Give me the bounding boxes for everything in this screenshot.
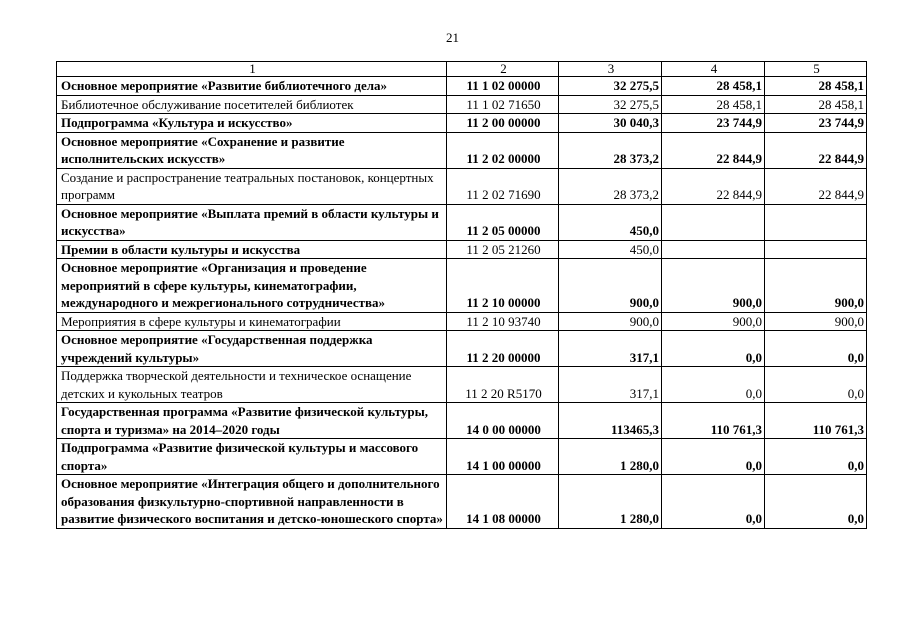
row-code-cell: 11 2 10 93740 bbox=[447, 312, 559, 331]
row-value-col4-cell: 900,0 bbox=[662, 259, 765, 313]
table-row bbox=[57, 475, 867, 529]
row-name-cell: Подпрограмма «Развитие физической культуры и массового спорта» bbox=[57, 439, 447, 475]
table-row bbox=[57, 114, 867, 133]
row-value-col5-cell bbox=[765, 240, 867, 259]
row-value-col5-cell bbox=[765, 204, 867, 240]
table-row bbox=[57, 331, 867, 367]
row-name-cell: Основное мероприятие «Организация и проведение мероприятий в сфере культуры, кинематографии, международного и межрегионального сотрудничества» bbox=[57, 259, 447, 313]
row-value-col5-cell: 900,0 bbox=[765, 312, 867, 331]
row-value-col4-cell bbox=[662, 204, 765, 240]
row-value-col3-cell: 450,0 bbox=[559, 240, 662, 259]
row-value-col4-cell: 28 458,1 bbox=[662, 95, 765, 114]
row-value-col3-cell: 113465,3 bbox=[559, 403, 662, 439]
row-value-col4-cell: 23 744,9 bbox=[662, 114, 765, 133]
row-value-col3-cell: 317,1 bbox=[559, 331, 662, 367]
row-code-cell: 11 2 02 00000 bbox=[447, 132, 559, 168]
row-code-cell: 11 2 20 00000 bbox=[447, 331, 559, 367]
row-name-cell: Основное мероприятие «Развитие библиотечного дела» bbox=[57, 77, 447, 96]
row-value-col3-cell: 32 275,5 bbox=[559, 95, 662, 114]
row-code-cell: 11 2 20 R5170 bbox=[447, 367, 559, 403]
row-value-col3-cell: 28 373,2 bbox=[559, 168, 662, 204]
row-name-cell: Государственная программа «Развитие физической культуры, спорта и туризма» на 2014–2020 годы bbox=[57, 403, 447, 439]
row-value-col5-cell: 0,0 bbox=[765, 367, 867, 403]
row-code-cell: 14 1 08 00000 bbox=[447, 475, 559, 529]
row-value-col4-cell: 0,0 bbox=[662, 439, 765, 475]
row-value-col3-cell: 30 040,3 bbox=[559, 114, 662, 133]
row-name-cell: Основное мероприятие «Интеграция общего и дополнительного образования физкультурно-спортивной направленности в развитие физического воспитания и детско-юношеского спорта» bbox=[57, 475, 447, 529]
table-row bbox=[57, 168, 867, 204]
row-code-cell: 11 2 00 00000 bbox=[447, 114, 559, 133]
row-name-cell: Премии в области культуры и искусства bbox=[57, 240, 447, 259]
row-value-col5-cell: 110 761,3 bbox=[765, 403, 867, 439]
row-value-col4-cell: 28 458,1 bbox=[662, 77, 765, 96]
row-value-col4-cell: 22 844,9 bbox=[662, 168, 765, 204]
row-value-col5-cell: 22 844,9 bbox=[765, 132, 867, 168]
row-value-col5-cell: 23 744,9 bbox=[765, 114, 867, 133]
row-value-col3-cell: 900,0 bbox=[559, 259, 662, 313]
row-name-cell: Создание и распространение театральных постановок, концертных программ bbox=[57, 168, 447, 204]
row-name-cell: Поддержка творческой деятельности и техническое оснащение детских и кукольных театров bbox=[57, 367, 447, 403]
row-code-cell: 14 0 00 00000 bbox=[447, 403, 559, 439]
row-value-col3-cell: 317,1 bbox=[559, 367, 662, 403]
table-row bbox=[57, 132, 867, 168]
row-code-cell: 11 2 05 21260 bbox=[447, 240, 559, 259]
row-value-col3-cell: 900,0 bbox=[559, 312, 662, 331]
row-value-col5-cell: 900,0 bbox=[765, 259, 867, 313]
row-value-col4-cell bbox=[662, 240, 765, 259]
row-value-col4-cell: 22 844,9 bbox=[662, 132, 765, 168]
row-name-cell: Мероприятия в сфере культуры и кинематографии bbox=[57, 312, 447, 331]
table-row bbox=[57, 403, 867, 439]
row-value-col3-cell: 28 373,2 bbox=[559, 132, 662, 168]
row-value-col3-cell: 1 280,0 bbox=[559, 439, 662, 475]
table-row bbox=[57, 95, 867, 114]
header-cell-2: 2 bbox=[447, 62, 559, 77]
row-value-col5-cell: 22 844,9 bbox=[765, 168, 867, 204]
table-row bbox=[57, 312, 867, 331]
table-row bbox=[57, 77, 867, 96]
table-row bbox=[57, 204, 867, 240]
row-value-col5-cell: 0,0 bbox=[765, 475, 867, 529]
header-cell-4: 4 bbox=[662, 62, 765, 77]
row-name-cell: Подпрограмма «Культура и искусство» bbox=[57, 114, 447, 133]
row-name-cell: Основное мероприятие «Сохранение и развитие исполнительских искусств» bbox=[57, 132, 447, 168]
row-code-cell: 11 1 02 00000 bbox=[447, 77, 559, 96]
budget-table bbox=[56, 61, 867, 529]
row-code-cell: 11 2 10 00000 bbox=[447, 259, 559, 313]
row-value-col4-cell: 110 761,3 bbox=[662, 403, 765, 439]
table-row bbox=[57, 259, 867, 313]
row-value-col5-cell: 28 458,1 bbox=[765, 95, 867, 114]
table-row bbox=[57, 240, 867, 259]
row-value-col4-cell: 0,0 bbox=[662, 475, 765, 529]
header-row bbox=[57, 62, 867, 77]
table-body bbox=[57, 77, 867, 529]
row-value-col4-cell: 900,0 bbox=[662, 312, 765, 331]
header-cell-3: 3 bbox=[559, 62, 662, 77]
row-name-cell: Основное мероприятие «Выплата премий в области культуры и искусства» bbox=[57, 204, 447, 240]
row-value-col5-cell: 0,0 bbox=[765, 439, 867, 475]
row-value-col5-cell: 0,0 bbox=[765, 331, 867, 367]
row-code-cell: 14 1 00 00000 bbox=[447, 439, 559, 475]
table-row bbox=[57, 439, 867, 475]
page-number: 21 bbox=[446, 30, 459, 45]
row-name-cell: Основное мероприятие «Государственная поддержка учреждений культуры» bbox=[57, 331, 447, 367]
row-name-cell: Библиотечное обслуживание посетителей библиотек bbox=[57, 95, 447, 114]
row-value-col3-cell: 1 280,0 bbox=[559, 475, 662, 529]
row-value-col4-cell: 0,0 bbox=[662, 367, 765, 403]
row-code-cell: 11 2 02 71690 bbox=[447, 168, 559, 204]
row-value-col5-cell: 28 458,1 bbox=[765, 77, 867, 96]
row-value-col4-cell: 0,0 bbox=[662, 331, 765, 367]
row-code-cell: 11 1 02 71650 bbox=[447, 95, 559, 114]
table-row bbox=[57, 367, 867, 403]
row-value-col3-cell: 32 275,5 bbox=[559, 77, 662, 96]
header-cell-5: 5 bbox=[765, 62, 867, 77]
row-code-cell: 11 2 05 00000 bbox=[447, 204, 559, 240]
row-value-col3-cell: 450,0 bbox=[559, 204, 662, 240]
header-cell-1: 1 bbox=[57, 62, 447, 77]
